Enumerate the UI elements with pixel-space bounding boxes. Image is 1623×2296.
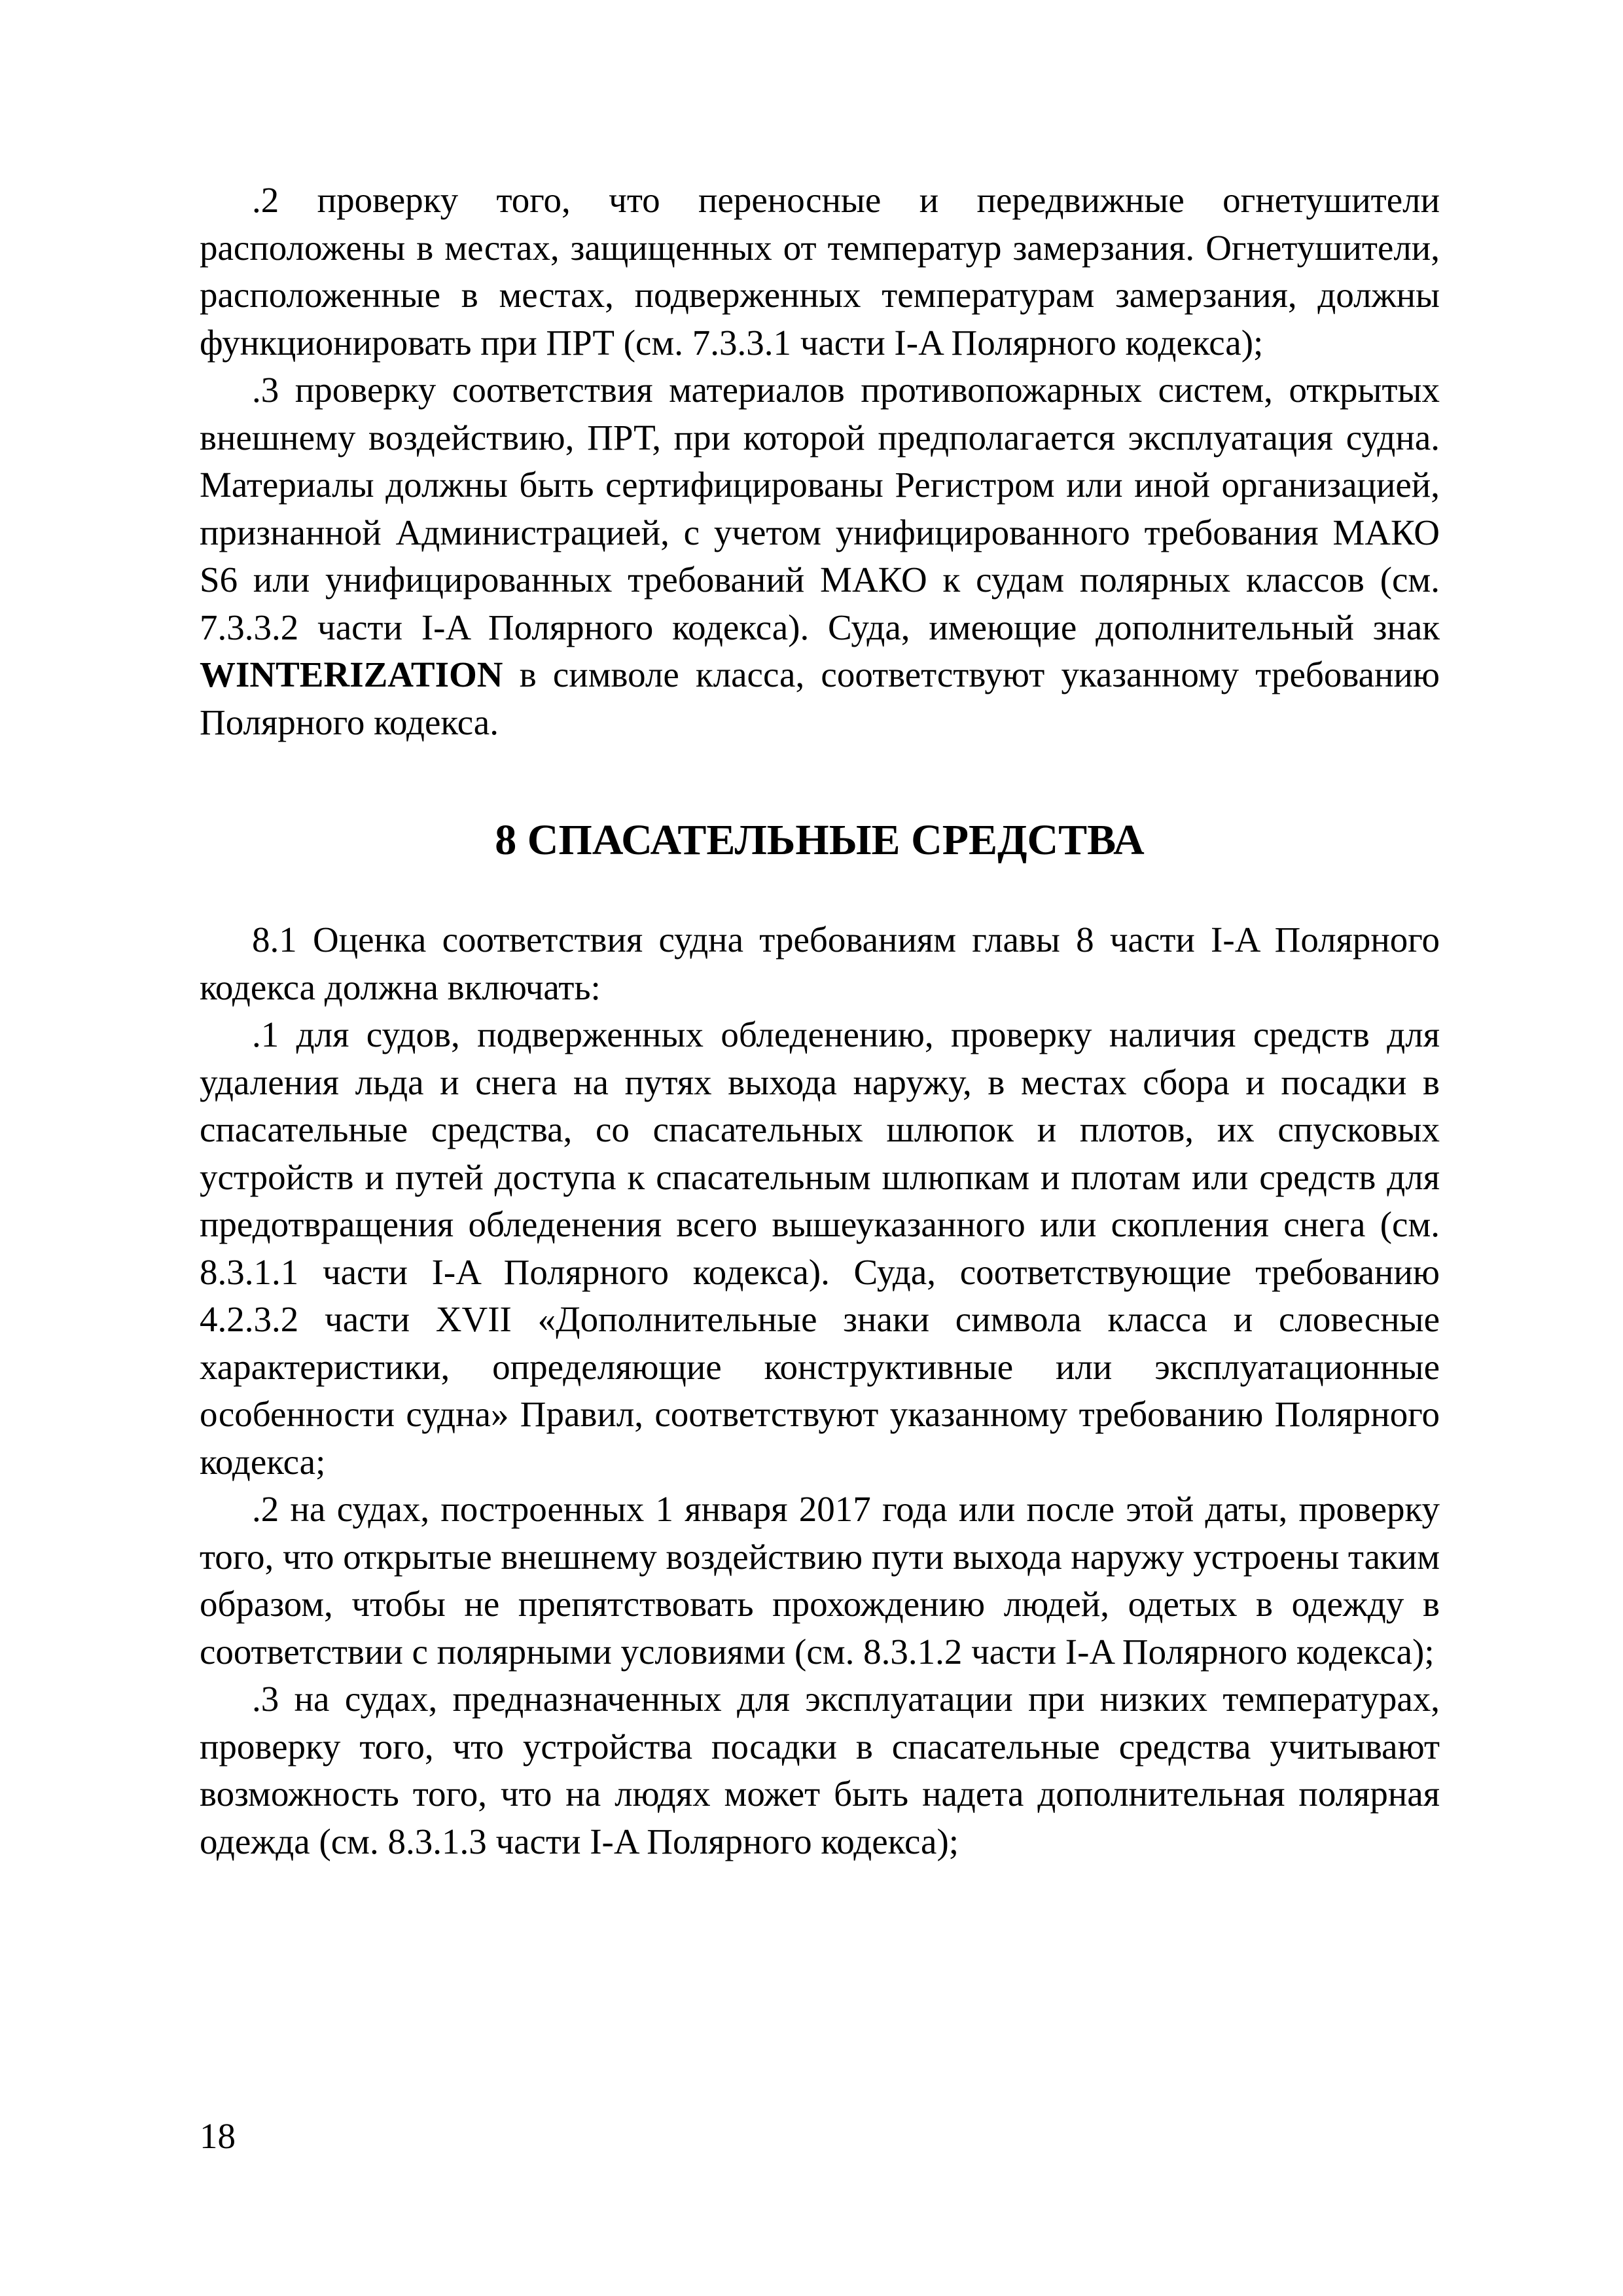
paragraph-8-1-2: .2 на судах, построенных 1 января 2017 года или после этой даты, проверку того, что открытые внешнему воздействию пути выхода наружу устроены таким образом, чтобы не препятствовать прохождению людей, одетых в одежду в соответствии с полярными условиями (см. 8.3.1.2 части I-A Полярного кодекса); (200, 1489, 1440, 1672)
paragraph-8-1: 8.1 Оценка соответствия судна требованиям главы 8 части I-A Полярного кодекса должна включать: (200, 920, 1440, 1007)
paragraph-7-2: .2 проверку того, что переносные и передвижные огнетушители расположены в местах, защищенных от температур замерзания. Огнетушители, расположенные в местах, подверженных температурам замерзания, должны функционировать при ПРТ (см. 7.3.3.1 части I-A Полярного кодекса); (200, 180, 1440, 363)
paragraph-8-1-3: .3 на судах, предназначенных для эксплуатации при низких температурах, проверку того, что устройства посадки в спасательные средства учитывают возможность того, что на людях может быть надета дополнительная полярная одежда (см. 8.3.1.3 части I-A Полярного кодекса); (200, 1679, 1440, 1861)
paragraph-7-3-text-start: .3 проверку соответствия материалов противопожарных систем, открытых внешнему воздействию, ПРТ, при которой предполагается эксплуатация судна. Материалы должны быть сертифицированы Регистром или иной организацией, признанной Администрацией, с учетом унифицированного требования МАКО S6 или унифицированных требований МАКО к судам полярных классов (см. 7.3.3.2 части I-A Полярного кодекса). Суда, имеющие дополнительный знак (200, 370, 1440, 647)
paragraph-7-3-text-end: в символе класса, соответствуют указанному требованию Полярного кодекса. (200, 655, 1440, 742)
section-heading: 8 СПАСАТЕЛЬНЫЕ СРЕДСТВА (495, 816, 1145, 864)
paragraph-8-1-1: .1 для судов, подверженных обледенению, проверку наличия средств для удаления льда и снега на путях выхода наружу, в местах сбора и посадки в спасательные средства, со спасательных шлюпок и плотов, их спусковых устройств и путей доступа к спасательным шлюпкам и плотам или средств для предотвращения обледенения всего вышеуказанного или скопления снега (см. 8.3.1.1 части I-A Полярного кодекса). Суда, соответствующие требованию 4.2.3.2 части XVII «Дополнительные знаки символа класса и словесные характеристики, определяющие конструктивные или эксплуатационные особенности судна» Правил, соответствуют указанному требованию Полярного кодекса; (200, 1014, 1440, 1482)
document-page (200, 177, 1440, 1865)
page-number: 18 (200, 2116, 236, 2156)
paragraph-7-3 (200, 367, 1440, 746)
winterization-mark: WINTERIZATION (200, 655, 503, 694)
